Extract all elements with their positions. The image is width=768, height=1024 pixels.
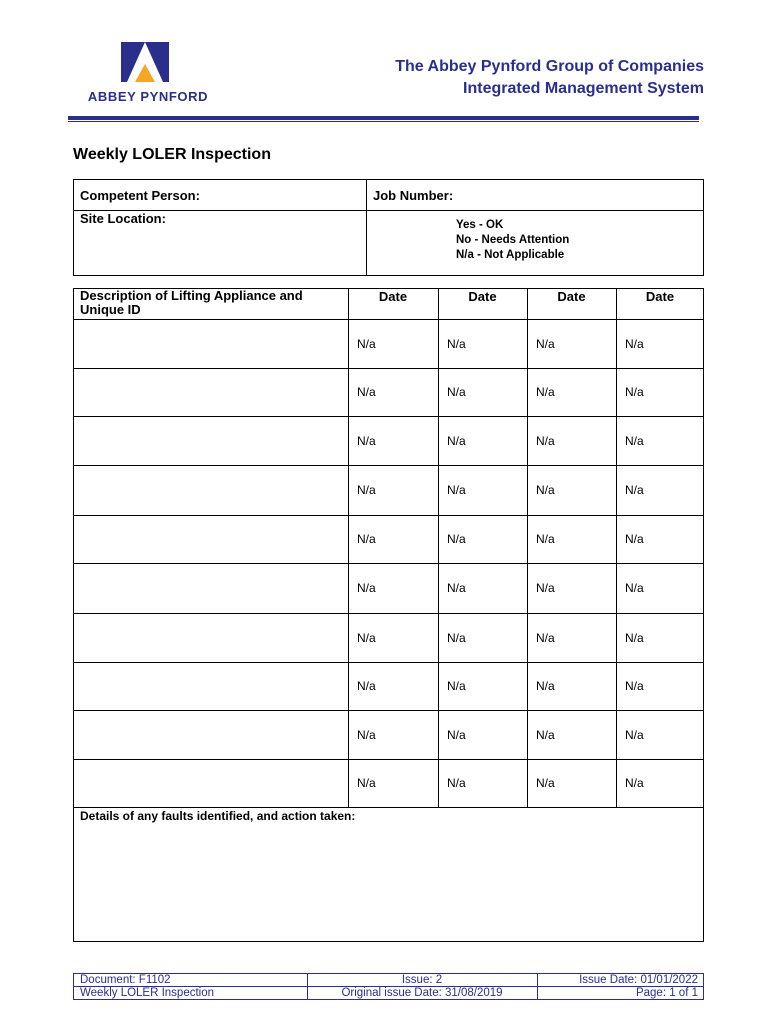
document-footer bbox=[73, 973, 704, 1000]
status-cell[interactable]: N/a bbox=[625, 385, 644, 399]
status-cell[interactable]: N/a bbox=[357, 483, 376, 497]
status-cell[interactable]: N/a bbox=[357, 385, 376, 399]
status-cell[interactable]: N/a bbox=[536, 385, 555, 399]
status-legend bbox=[456, 218, 569, 263]
status-cell[interactable]: N/a bbox=[625, 483, 644, 497]
footer-issue-date: Issue Date: 01/01/2022 bbox=[579, 974, 698, 986]
table-row bbox=[74, 368, 703, 416]
status-cell[interactable]: N/a bbox=[625, 776, 644, 790]
status-cell[interactable]: N/a bbox=[447, 483, 466, 497]
site-location-field[interactable]: Site Location: bbox=[80, 211, 166, 226]
page-title: Weekly LOLER Inspection bbox=[73, 146, 271, 163]
date-header: Date bbox=[645, 289, 675, 304]
table-row bbox=[74, 710, 703, 759]
job-number-field[interactable]: Job Number: bbox=[373, 188, 454, 203]
table-row bbox=[74, 759, 703, 807]
appliance-description-field[interactable] bbox=[74, 613, 348, 662]
appliance-description-field[interactable] bbox=[74, 416, 348, 465]
table-row bbox=[74, 515, 703, 563]
table-row bbox=[74, 563, 703, 613]
table-row bbox=[74, 319, 703, 368]
status-cell[interactable]: N/a bbox=[357, 433, 376, 448]
footer-issue: Issue: 2 bbox=[401, 974, 443, 986]
appliance-description-field[interactable] bbox=[74, 368, 348, 416]
status-cell[interactable]: N/a bbox=[447, 532, 466, 546]
status-cell[interactable]: N/a bbox=[447, 336, 466, 351]
status-cell[interactable]: N/a bbox=[357, 776, 376, 790]
status-cell[interactable]: N/a bbox=[447, 385, 466, 399]
footer-document: Document: F1102 bbox=[80, 974, 171, 986]
status-cell[interactable]: N/a bbox=[357, 630, 376, 645]
appliance-description-field[interactable] bbox=[74, 710, 348, 759]
table-row bbox=[74, 613, 703, 662]
faults-field[interactable] bbox=[74, 824, 703, 940]
date-header: Date bbox=[468, 289, 497, 304]
status-cell[interactable]: N/a bbox=[536, 581, 555, 595]
company-name: The Abbey Pynford Group of Companies bbox=[395, 58, 704, 75]
status-cell[interactable]: N/a bbox=[357, 727, 376, 742]
legend-yes: Yes - OK bbox=[456, 219, 504, 231]
date-header: Date bbox=[557, 289, 586, 304]
status-cell[interactable]: N/a bbox=[357, 581, 376, 595]
faults-label: Details of any faults identified, and action taken: bbox=[80, 809, 356, 823]
status-cell[interactable]: N/a bbox=[447, 727, 466, 742]
status-cell[interactable]: N/a bbox=[536, 776, 555, 790]
status-cell[interactable]: N/a bbox=[447, 630, 466, 645]
legend-na: N/a - Not Applicable bbox=[456, 249, 565, 261]
appliance-description-field[interactable] bbox=[74, 563, 348, 613]
system-name: Integrated Management System bbox=[463, 80, 704, 97]
status-cell[interactable]: N/a bbox=[625, 336, 644, 351]
status-cell[interactable]: N/a bbox=[536, 630, 555, 645]
inspection-table bbox=[73, 288, 704, 942]
legend-no: No - Needs Attention bbox=[456, 234, 570, 246]
appliance-description-field[interactable] bbox=[74, 465, 348, 515]
status-cell[interactable]: N/a bbox=[625, 727, 644, 742]
appliance-description-field[interactable] bbox=[74, 759, 348, 807]
info-divider-horizontal bbox=[74, 210, 703, 211]
table-row bbox=[74, 465, 703, 515]
appliance-description-field[interactable] bbox=[74, 662, 348, 710]
status-cell[interactable]: N/a bbox=[447, 581, 466, 595]
date-header: Date bbox=[378, 289, 408, 304]
table-row bbox=[74, 662, 703, 710]
status-cell[interactable]: N/a bbox=[447, 679, 466, 693]
status-cell[interactable]: N/a bbox=[357, 679, 376, 693]
status-cell[interactable]: N/a bbox=[625, 532, 644, 546]
logo-mark-icon bbox=[121, 42, 169, 82]
footer-title: Weekly LOLER Inspection bbox=[80, 987, 215, 999]
appliance-description-field[interactable] bbox=[74, 515, 348, 563]
status-cell[interactable]: N/a bbox=[536, 336, 555, 351]
company-heading bbox=[395, 56, 704, 100]
company-logo bbox=[78, 42, 218, 106]
status-cell[interactable]: N/a bbox=[536, 433, 555, 448]
status-cell[interactable]: N/a bbox=[625, 679, 644, 693]
info-table bbox=[73, 179, 704, 276]
status-cell[interactable]: N/a bbox=[536, 679, 555, 693]
header-rule-thin bbox=[68, 121, 699, 122]
appliance-description-field[interactable] bbox=[74, 319, 348, 368]
footer-original-issue: Original issue Date: 31/08/2019 bbox=[341, 987, 503, 999]
row-divider bbox=[74, 807, 703, 808]
status-cell[interactable]: N/a bbox=[536, 483, 555, 497]
table-row bbox=[74, 416, 703, 465]
status-cell[interactable]: N/a bbox=[625, 581, 644, 595]
logo-text: ABBEY PYNFORD bbox=[87, 89, 209, 104]
status-cell[interactable]: N/a bbox=[625, 433, 644, 448]
header-rule bbox=[68, 116, 699, 120]
info-divider-vertical bbox=[366, 180, 367, 275]
status-cell[interactable]: N/a bbox=[447, 776, 466, 790]
competent-person-field[interactable]: Competent Person: bbox=[80, 188, 200, 203]
status-cell[interactable]: N/a bbox=[536, 727, 555, 742]
status-cell[interactable]: N/a bbox=[447, 433, 466, 448]
status-cell[interactable]: N/a bbox=[625, 630, 644, 645]
status-cell[interactable]: N/a bbox=[357, 336, 376, 351]
status-cell[interactable]: N/a bbox=[357, 532, 376, 546]
description-header: Description of Lifting Appliance and Unique ID bbox=[80, 288, 303, 317]
footer-page: Page: 1 of 1 bbox=[635, 987, 698, 999]
status-cell[interactable]: N/a bbox=[536, 532, 555, 546]
